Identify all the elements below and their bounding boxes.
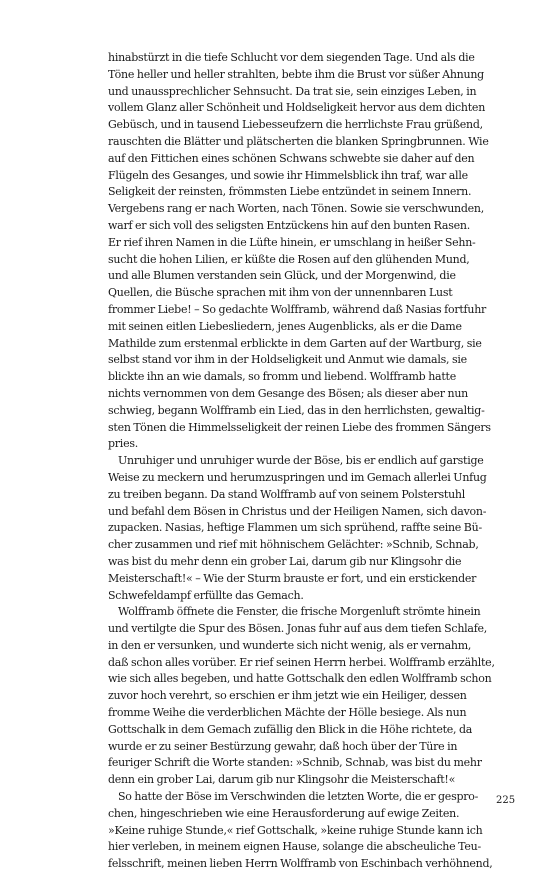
text-line: cher zusammen und rief mit höhnischem Gelächter: »Schnib, Schnab,: [108, 538, 479, 552]
page-number: 225: [496, 795, 516, 806]
text-line: »Keine ruhige Stunde,« rief Gottschalk, »keine ruhige Stunde kann ich: [108, 823, 483, 837]
text-line: chen, hingeschrieben wie eine Herausforderung auf ewige Zeiten.: [108, 806, 460, 820]
text-line: Schwefeldampf erfüllte das Gemach.: [108, 588, 304, 602]
text-line: So hatte der Böse im Verschwinden die letzten Worte, die er gespro-: [118, 790, 479, 804]
text-line: was bist du mehr denn ein grober Lai, darum gib nur Klingsohr die: [108, 554, 462, 568]
text-line: und unaussprechlicher Sehnsucht. Da trat sie, sein einziges Leben, in: [108, 84, 477, 98]
text-line: wurde er zu seiner Bestürzung gewahr, daß hoch über der Türe in: [108, 739, 458, 753]
text-line: Er rief ihren Namen in die Lüfte hinein, er umschlang in heißer Sehn-: [108, 235, 476, 249]
text-line: auf den Fittichen eines schönen Schwans schwebte sie daher auf den: [108, 151, 475, 165]
text-line: warf er sich voll des seligsten Entzückens hin auf den bunten Rasen.: [108, 218, 470, 232]
text-line: rauschten die Blätter und plätscherten die blanken Springbrunnen. Wie: [108, 134, 489, 148]
text-line: wie sich alles begeben, und hatte Gottschalk den edlen Wolfframb schon: [108, 672, 492, 686]
text-line: denn ein grober Lai, darum gib nur Klingsohr die Meisterschaft!«: [108, 773, 456, 787]
text-line: und alle Blumen verstanden sein Glück, und der Morgenwind, die: [108, 269, 456, 283]
text-line: sucht die hohen Lilien, er küßte die Rosen auf den glühenden Mund,: [108, 252, 470, 266]
text-line: Gebüsch, und in tausend Liebesseufzern die herrlichste Frau grüßend,: [108, 118, 483, 132]
text-line: sten Tönen die Himmelsseligkeit der reinen Liebe des frommen Sängers: [108, 420, 491, 434]
text-line: Unruhiger und unruhiger wurde der Böse, bis er endlich auf garstige: [118, 454, 484, 468]
text-line: Töne heller und heller strahlten, bebte ihm die Brust vor süßer Ahnung: [108, 67, 484, 81]
text-line: zuvor hoch verehrt, so erschien er ihm jetzt wie ein Heiliger, dessen: [108, 689, 467, 703]
text-line: Meisterschaft!« – Wie der Sturm brauste er fort, und ein erstickender: [108, 571, 477, 585]
text-line: Quellen, die Büsche sprachen mit ihm von der unnennbaren Lust: [108, 286, 453, 300]
text-line: blickte ihn an wie damals, so fromm und liebend. Wolfframb hatte: [108, 370, 456, 384]
text-line: Wolfframb öffnete die Fenster, die frische Morgenluft strömte hinein: [118, 605, 481, 619]
text-line: felsschrift, meinen lieben Herrn Wolfframb von Eschinbach verhöhnend,: [108, 857, 493, 871]
text-line: und befahl dem Bösen in Christus und der Heiligen Namen, sich davon-: [108, 504, 487, 518]
text-line: pries.: [108, 437, 138, 451]
text-line: hinabstürzt in die tiefe Schlucht vor dem siegenden Tage. Und als die: [108, 51, 475, 64]
text-line: in den er versunken, und wunderte sich nicht wenig, als er vernahm,: [108, 638, 472, 652]
text-line: Mathilde zum erstenmal erblickte in dem Garten auf der Wartburg, sie: [108, 336, 482, 350]
text-line: hier verleben, in meinem eignen Hause, solange die abscheuliche Teu-: [108, 840, 481, 854]
text-line: daß schon alles vorüber. Er rief seinen Herrn herbei. Wolfframb erzählte,: [108, 655, 495, 669]
text-line: Vergebens rang er nach Worten, nach Tönen. Sowie sie verschwunden,: [108, 202, 485, 216]
text-line: selbst stand vor ihm in der Holdseligkeit und Anmut wie damals, sie: [108, 353, 467, 367]
text-line: vollem Glanz aller Schönheit und Holdseligkeit hervor aus dem dichten: [108, 101, 486, 115]
text-line: Flügeln des Gesanges, und sowie ihr Himmelsblick ihn traf, war alle: [108, 168, 468, 182]
text-line: und vertilgte die Spur des Bösen. Jonas fuhr auf aus dem tiefen Schlafe,: [108, 622, 488, 636]
text-line: mit seinen eitlen Liebesliedern, jenes Augenblicks, als er die Dame: [108, 319, 462, 333]
text-line: schwieg, begann Wolfframb ein Lied, das in den herrlichsten, gewaltig-: [108, 403, 485, 417]
text-line: zu treiben begann. Da stand Wolfframb auf von seinem Polsterstuhl: [108, 487, 466, 501]
text-line: feuriger Schrift die Worte standen: »Schnib, Schnab, was bist du mehr: [108, 756, 482, 770]
text-line: zupacken. Nasias, heftige Flammen um sich sprühend, raffte seine Bü-: [108, 521, 482, 535]
page-text: [108, 50, 495, 873]
text-line: nichts vernommen von dem Gesange des Bösen; als dieser aber nun: [108, 386, 468, 400]
text-line: Gottschalk in dem Gemach zufällig den Blick in die Höhe richtete, da: [108, 722, 473, 736]
text-line: frommer Liebe! – So gedachte Wolfframb, während daß Nasias fortfuhr: [108, 302, 487, 316]
text-line: Weise zu meckern und herumzuspringen und im Gemach allerlei Unfug: [108, 470, 487, 484]
text-line: fromme Weihe die verderblichen Mächte der Hölle besiege. Als nun: [108, 706, 467, 720]
text-line: Seligkeit der reinsten, frömmsten Liebe entzündet in seinem Innern.: [108, 185, 472, 199]
